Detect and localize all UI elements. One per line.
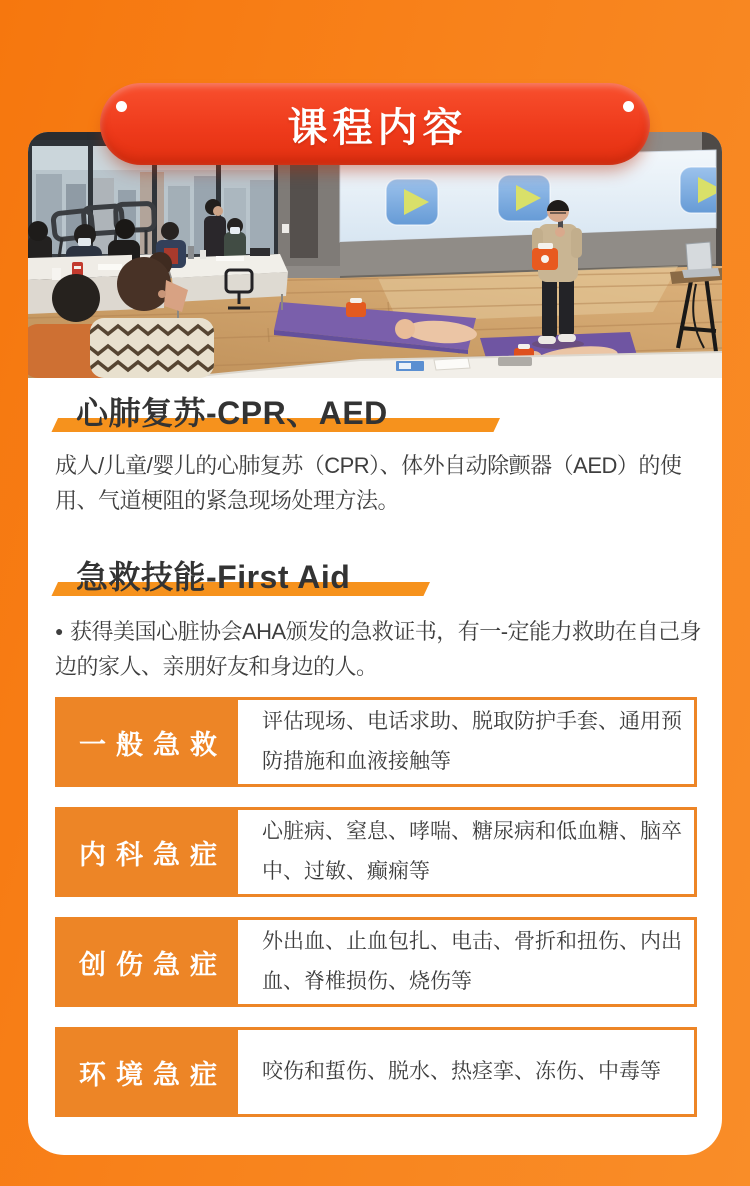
section-heading-text: 心肺复苏-CPR、AED [76,395,388,431]
play-icon [498,175,550,221]
section-heading-cpr-aed [28,394,722,432]
banner-dot-left-icon [116,101,127,112]
category-content: 评估现场、电话求助、脱取防护手套、通用预防措施和血液接触等 [262,710,682,773]
course-photo [28,132,722,378]
category-row-environment [55,1027,697,1117]
play-icon [386,179,438,225]
category-content: 咬伤和蜇伤、脱水、热痉挛、冻伤、中毒等 [262,1060,661,1083]
category-label: 环境急症 [58,1030,238,1114]
course-photo-illustration [28,132,722,378]
banner-title: 课程内容 [287,105,468,150]
content-card [28,132,722,1155]
category-content: 外出血、止血包扎、电击、骨折和扭伤、内出血、脊椎损伤、烧伤等 [262,930,682,993]
banner-dot-right-icon [623,101,634,112]
category-row-medical [55,807,697,897]
cpr-section-body: 成人/儿童/婴儿的心肺复苏（CPR）、体外自动除颤器（AED）的使用、气道梗阻的紧急现场处理方法。 [55,453,682,513]
category-label: 创伤急症 [58,920,238,1004]
category-row-general [55,697,697,787]
course-content-banner [100,83,650,165]
category-content: 心脏病、窒息、哮喘、糖尿病和低血糖、脑卒中、过敏、癫痫等 [262,820,682,883]
first-aid-body-text: 获得美国心脏协会AHA颁发的急救证书，有一-定能力救助在自己身边的家人、亲朋好友和身边的人。 [55,619,702,679]
bullet-icon: ● [55,623,63,639]
first-aid-category-table [55,697,697,1117]
category-row-trauma [55,917,697,1007]
section-heading-text: 急救技能-First Aid [76,559,351,595]
first-aid-section-body [55,614,711,684]
category-label: 一般急救 [58,700,238,784]
glasses [550,212,566,214]
section-heading-first-aid [28,558,722,596]
play-icon [680,167,722,213]
category-label: 内科急症 [58,810,238,894]
